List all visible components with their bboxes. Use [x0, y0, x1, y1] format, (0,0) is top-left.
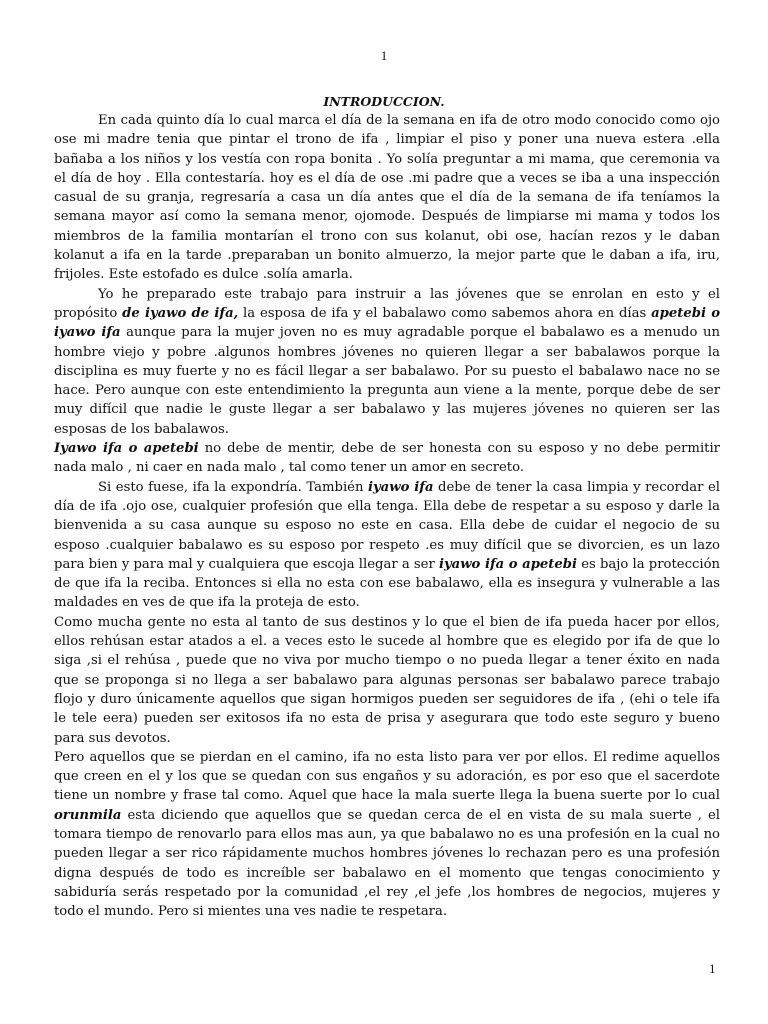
emphasized-term: iyawo ifa o apetebi	[438, 556, 578, 572]
paragraph-text: Pero aquellos que se pierdan en el camino, ifa no esta listo para ver por ellos. El redime aquellos que creen en el y los que se quedan con sus engaños y su adoración, es por eso que el sacerdote tiene un nombre y frase tal como. Aquel que hace la mala suerte llega la buena suerte por lo cual	[54, 749, 720, 804]
paragraph-text: no debe de mentir, debe de ser honesta con su esposo y no debe permitir nada malo , ni caer en nada malo , tal como tener un amor en secreto.	[54, 441, 720, 476]
body-paragraph	[54, 439, 720, 478]
body-paragraph	[54, 285, 720, 439]
body-paragraph	[54, 613, 720, 748]
emphasized-term: Iyawo ifa o apetebi	[54, 441, 199, 457]
paragraph-text: es bajo la protección de que ifa la reciba. Entonces si ella no esta con ese babalawo, ella es insegura y vulnerable a las maldades en ves de que ifa la proteja de esto.	[54, 556, 721, 611]
document-body	[54, 111, 720, 921]
body-paragraph	[54, 748, 720, 922]
emphasized-term: orunmila	[54, 807, 122, 823]
paragraph-text: Si esto fuese, ifa la expondría. También	[98, 479, 368, 495]
emphasized-term: iyawo ifa	[368, 479, 434, 495]
paragraph-text: la esposa de ifa y el babalawo como sabemos ahora en días	[238, 305, 652, 321]
page-title: INTRODUCCION.	[323, 94, 445, 109]
body-paragraph	[54, 111, 720, 285]
paragraph-text: Como mucha gente no esta al tanto de sus destinos y lo que el bien de ifa pueda hacer por ellos, ellos rehúsan estar atados a el. a veces esto le sucede al hombre que es elegido por ifa de que lo siga ,si el rehúsa , puede que no viva por mucho tiempo o no pueda llegar a tener éxito en nada que se proponga si no llega a ser babalawo para algunas personas ser babalawo parece trabajo flojo y duro únicamente aquellos que sigan hormigos pueden ser seguidores de ifa , (ehi o tele ifa le tele eera) pueden ser exitosos ifa no esta de prisa y asegurara que todo este seguro y bueno para sus devotos.	[54, 614, 720, 746]
emphasized-term: apetebi o iyawo ifa	[54, 305, 720, 341]
paragraph-text: debe de tener la casa limpia y recordar el día de ifa .ojo ose, cualquier profesión que ella tenga. Ella debe de respetar a su esposo y darle la bienvenida a su casa aunque su esposo no este en casa. Ella debe de cuidar el negocio de su esposo .cualquier babalawo es su esposo por respeto .es muy difícil que se divorcien, es un lazo para bien y para mal y cualquiera que escoja llegar a ser	[54, 479, 720, 572]
page-number-bottom: 1	[709, 961, 716, 976]
page-number-top: 1	[380, 48, 388, 63]
paragraph-text: En cada quinto día lo cual marca el día de la semana en ifa de otro modo conocido como ojo ose mi madre tenia que pintar el trono de ifa , limpiar el piso y poner una nueva estera .ella bañaba a los niños y los vestía con ropa bonita . Yo solía preguntar a mi mama, que ceremonia va el día de hoy . Ella contestaría. hoy es el día de ose .mi padre que a veces se iba a una inspección casual de su granja, regresaría a casa un día antes que el día de la semana de ifa teníamos la semana mayor así como la semana menor, ojomode. Después de limpiarse mi mama y todos los miembros de la familia montarían el trono con sus kolanut, obi ose, hacían rezos y le daban kolanut a ifa en la tarde .preparaban un bonito almuerzo, la mejor parte que le daban a ifa, iru, frijoles. Este estofado es dulce .solía amarla.	[54, 113, 720, 283]
paragraph-text: Yo he preparado este trabajo para instruir a las jóvenes que se enrolan en esto y el propósito	[54, 286, 720, 321]
paragraph-text: aunque para la mujer joven no es muy agradable porque el babalawo es a menudo un hombre viejo y pobre .algunos hombres jóvenes no quieren llegar a ser babalawos porque la disciplina es muy fuerte y no es fácil llegar a ser babalawo. Por su puesto el babalawo nace no se hace. Pero aunque con este entendimiento la pregunta aun viene a la mente, porque debe de ser muy difícil que nadie le guste llegar a ser babalawo y las mujeres jóvenes no quieren ser las esposas de los babalawos.	[54, 325, 720, 437]
body-paragraph	[54, 478, 720, 613]
paragraph-text: esta diciendo que aquellos que se quedan cerca de el en vista de su mala suerte , el tomara tiempo de renovarlo para ellos mas aun, ya que babalawo no es una profesión en la cual no pueden llegar a ser rico rápidamente muchos hombres jóvenes lo rechazan pero es una profesión digna después de todo es increíble ser babalawo en el momento que tengas conocimiento y sabiduría serás respetado por la comunidad ,el rey ,el jefe ,los hombres de negocios, mujeres y todo el mundo. Pero si mientes una ves nadie te respetara.	[54, 807, 720, 920]
emphasized-term: de iyawo de ifa,	[122, 305, 239, 321]
